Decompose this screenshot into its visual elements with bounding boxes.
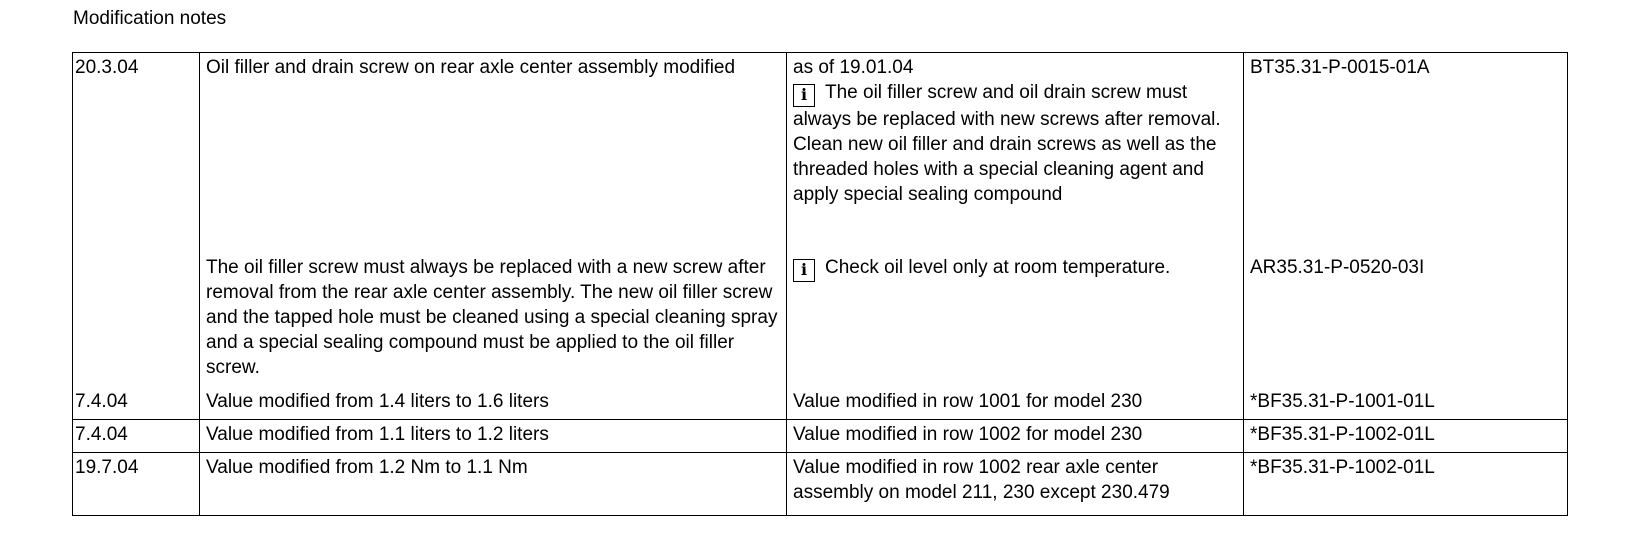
- description-cell: Value modified from 1.1 liters to 1.2 liters: [200, 420, 787, 453]
- table-row: [73, 453, 1568, 516]
- description-cell: Oil filler and drain screw on rear axle center assembly modified: [200, 53, 787, 246]
- note-cell: Value modified in row 1001 for model 230: [787, 387, 1244, 420]
- date-cell: 20.3.04: [73, 53, 200, 246]
- table-row: [73, 387, 1568, 420]
- date-cell: 7.4.04: [73, 420, 200, 453]
- note-info: Check oil level only at room temperature.: [825, 257, 1171, 278]
- note-extra: Clean new oil filler and drain screws as well as the threaded holes with a special cleaning agent and apply special sealing compound: [793, 134, 1217, 205]
- date-cell: 19.7.04: [73, 453, 200, 516]
- page-title: Modification notes: [73, 8, 227, 29]
- note-lead: as of 19.01.04: [793, 57, 914, 78]
- modification-notes-table: [72, 52, 1568, 516]
- date-cell: [73, 245, 200, 387]
- description-cell: Value modified from 1.2 Nm to 1.1 Nm: [200, 453, 787, 516]
- description-cell: The oil filler screw must always be replaced with a new screw after removal from the rear axle center assembly. The new oil filler screw and the tapped hole must be cleaned using a special cleaning spray and a special sealing compound must be applied to the oil filler screw.: [200, 245, 787, 387]
- table-row: [73, 53, 1568, 246]
- note-cell: Value modified in row 1002 rear axle center assembly on model 211, 230 except 230.479: [787, 453, 1244, 516]
- table-row: [73, 245, 1568, 387]
- reference-cell: *BF35.31-P-1002-01L: [1244, 453, 1568, 516]
- description-cell: Value modified from 1.4 liters to 1.6 liters: [200, 387, 787, 420]
- date-cell: 7.4.04: [73, 387, 200, 420]
- note-cell: Value modified in row 1002 for model 230: [787, 420, 1244, 453]
- note-cell: [787, 53, 1244, 246]
- note-cell: [787, 245, 1244, 387]
- info-icon: i: [793, 84, 815, 107]
- reference-cell: BT35.31-P-0015-01A: [1244, 53, 1568, 246]
- reference-cell: *BF35.31-P-1002-01L: [1244, 420, 1568, 453]
- info-icon: i: [793, 259, 815, 282]
- note-info: The oil filler screw and oil drain screw must always be replaced with new screws after removal.: [793, 82, 1221, 130]
- reference-cell: *BF35.31-P-1001-01L: [1244, 387, 1568, 420]
- reference-cell: AR35.31-P-0520-03I: [1244, 245, 1568, 387]
- table-row: [73, 420, 1568, 453]
